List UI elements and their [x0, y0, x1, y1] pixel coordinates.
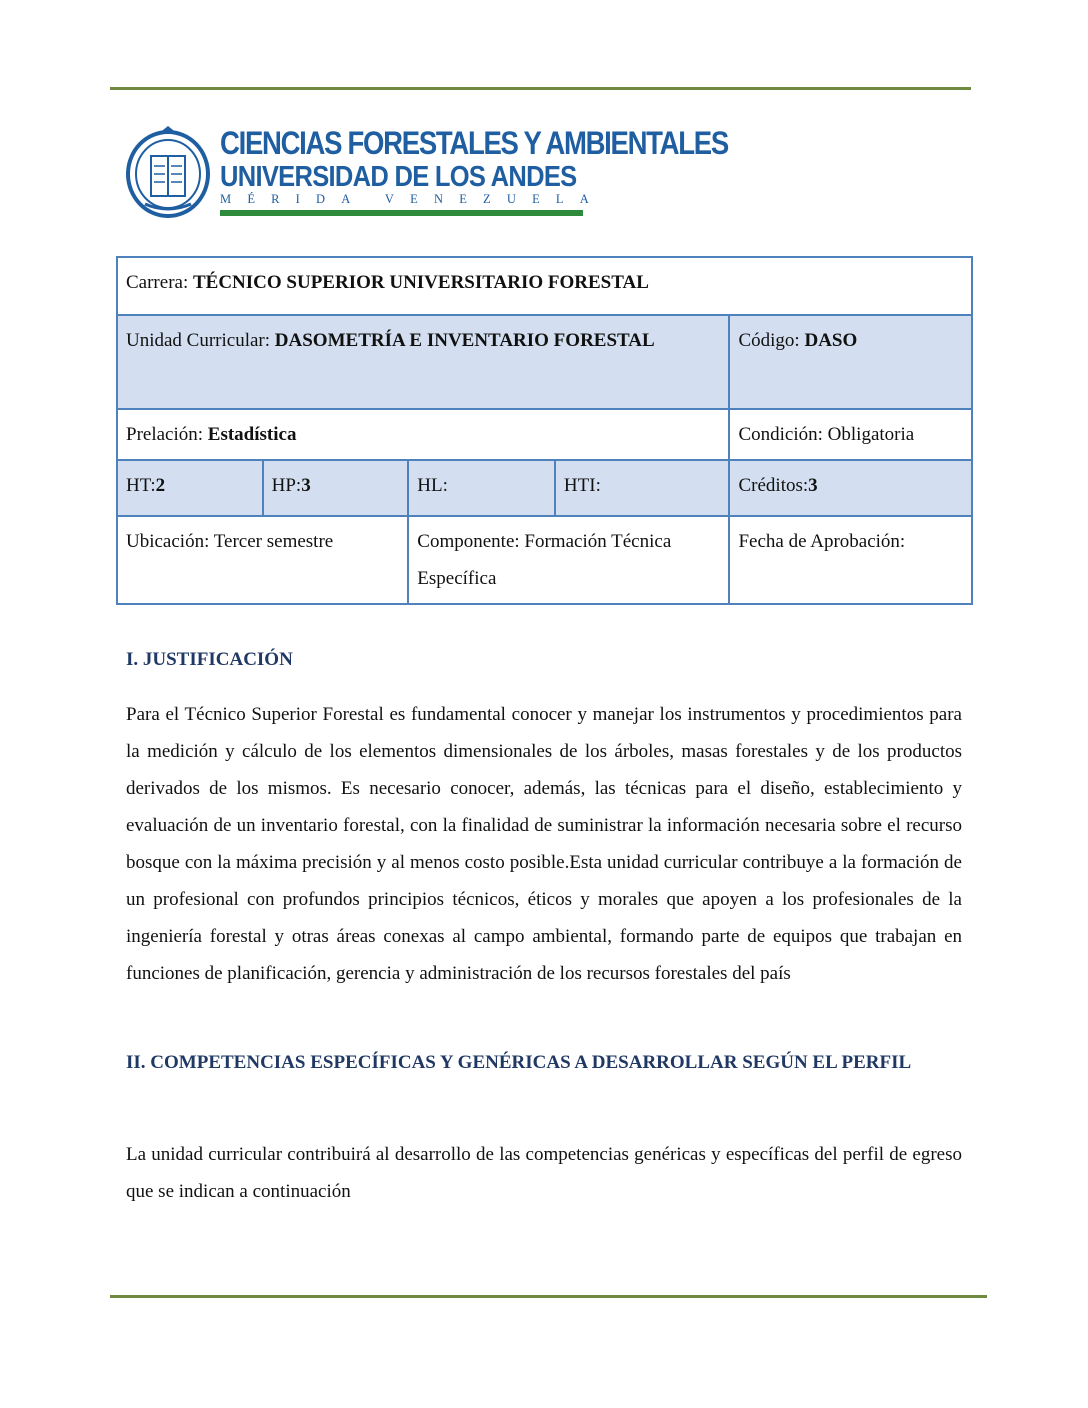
codigo-value: DASO	[804, 330, 858, 351]
row-carrera	[117, 257, 972, 315]
cell-unidad	[117, 315, 729, 409]
top-rule	[110, 87, 971, 90]
cell-creditos	[729, 460, 972, 516]
row-unidad	[117, 315, 972, 409]
bottom-rule	[110, 1295, 987, 1298]
codigo-label: Código:	[738, 330, 805, 351]
cell-componente: Componente: Formación Técnica Específica	[408, 516, 729, 604]
cell-prelacion	[117, 409, 729, 460]
cell-hl: HL:	[408, 460, 555, 516]
prelacion-label: Prelación:	[126, 424, 208, 445]
carrera-value: TÉCNICO SUPERIOR UNIVERSITARIO FORESTAL	[192, 272, 649, 293]
logo-green-bar	[220, 210, 583, 216]
row-hours	[117, 460, 972, 516]
unidad-value: DASOMETRÍA E INVENTARIO FORESTAL	[274, 330, 655, 351]
cell-ht	[117, 460, 263, 516]
row-prelacion	[117, 409, 972, 460]
hp-value: 3	[301, 475, 311, 496]
section-justificacion-title: I. JUSTIFICACIÓN	[126, 649, 293, 670]
cell-codigo	[729, 315, 972, 409]
ht-label: HT:	[126, 475, 156, 496]
cell-carrera	[117, 257, 972, 315]
logo-faculty-name: CIENCIAS FORESTALES Y AMBIENTALES	[220, 125, 728, 161]
logo-university-name: UNIVERSIDAD DE LOS ANDES	[220, 161, 577, 193]
cell-condicion: Condición: Obligatoria	[729, 409, 972, 460]
logo-location: MÉRIDA VENEZUELA	[220, 192, 605, 206]
prelacion-value: Estadística	[207, 424, 297, 445]
creditos-label: Créditos:	[738, 475, 809, 496]
unidad-label: Unidad Curricular:	[126, 330, 275, 351]
section-competencias-text: La unidad curricular contribuirá al desarrollo de las competencias genéricas y específicas del perfil de egreso que se indican a continuación	[126, 1144, 962, 1202]
section-competencias-title: II. COMPETENCIAS ESPECÍFICAS Y GENÉRICAS A DESARROLLAR SEGÚN EL PERFIL	[126, 1052, 912, 1073]
row-ubicacion	[117, 516, 972, 604]
course-info-table	[116, 256, 973, 605]
carrera-label: Carrera:	[126, 272, 193, 293]
university-seal-icon	[125, 124, 211, 218]
hp-label: HP:	[271, 475, 302, 496]
cell-hti: HTI:	[555, 460, 730, 516]
ht-value: 2	[155, 475, 166, 496]
cell-hp	[263, 460, 409, 516]
cell-ubicacion: Ubicación: Tercer semestre	[117, 516, 408, 604]
creditos-value: 3	[808, 475, 818, 496]
cell-fecha: Fecha de Aprobación:	[729, 516, 972, 604]
section-justificacion-text: Para el Técnico Superior Forestal es fundamental conocer y manejar los instrumentos y procedimientos para la medición y cálculo de los elementos dimensionales de los árboles, masas forestales y de los productos derivados de los mismos. Es necesario conocer, además, las técnicas para el diseño, establecimiento y evaluación de un inventario forestal, con la finalidad de suministrar la información necesaria sobre el recurso bosque con la máxima precisión y al menos costo posible.Esta unidad curricular contribuye a la formación de un profesional con profundos principios técnicos, éticos y morales que apoyen a los profesionales de la ingeniería forestal y otras áreas conexas al campo ambiental, formando parte de equipos que trabajan en funciones de planificación, gerencia y administración de los recursos forestales del país	[126, 704, 962, 984]
faculty-logo	[125, 124, 728, 220]
